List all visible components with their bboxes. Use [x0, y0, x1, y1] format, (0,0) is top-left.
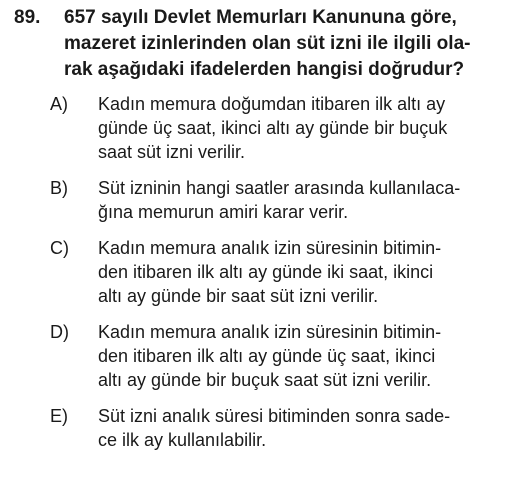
option-text	[98, 320, 441, 392]
option-letter: A)	[50, 94, 68, 114]
option-line: Kadın memura doğumdan itibaren ilk altı ay	[98, 94, 446, 114]
option-line: günde üç saat, ikinci altı ay günde bir buçuk	[98, 118, 448, 138]
option-text	[98, 176, 460, 224]
option-line: den itibaren ilk altı ay günde üç saat, ikinci	[98, 346, 436, 366]
option-line: Kadın memura analık izin süresinin bitimin-	[98, 322, 442, 342]
option-line: Kadın memura analık izin süresinin bitimin-	[98, 238, 442, 258]
option-letter: E)	[50, 406, 68, 426]
option-line: ce ilk ay kullanılabilir.	[98, 430, 267, 450]
option-c[interactable]	[50, 236, 510, 308]
answer-options	[50, 92, 510, 452]
option-line: altı ay günde bir saat süt izni verilir.	[98, 286, 379, 306]
option-letter: B)	[50, 178, 68, 198]
option-letter: D)	[50, 322, 69, 342]
option-line: den itibaren ilk altı ay günde iki saat, ikinci	[98, 262, 434, 282]
option-b[interactable]	[50, 176, 510, 224]
option-letter: C)	[50, 238, 69, 258]
option-text	[98, 92, 447, 164]
option-line: altı ay günde bir buçuk saat süt izni verilir.	[98, 370, 432, 390]
question-stem	[14, 5, 510, 83]
question-line: rak aşağıdaki ifadelerden hangisi doğrudur?	[64, 59, 465, 80]
option-line: saat süt izni verilir.	[98, 142, 246, 162]
option-a[interactable]	[50, 92, 510, 164]
question-block	[14, 5, 510, 464]
question-line: 657 sayılı Devlet Memurları Kanununa göre,	[64, 7, 457, 28]
option-line: Süt izni analık süresi bitiminden sonra sade-	[98, 406, 451, 426]
option-text	[98, 404, 450, 452]
option-d[interactable]	[50, 320, 510, 392]
question-text	[64, 5, 470, 83]
option-line: Süt izninin hangi saatler arasında kullanılaca-	[98, 178, 461, 198]
option-text	[98, 236, 441, 308]
question-line: mazeret izinlerinden olan süt izni ile ilgili ola-	[64, 33, 471, 54]
option-line: ğına memurun amiri karar verir.	[98, 202, 349, 222]
question-number: 89.	[14, 7, 41, 28]
option-e[interactable]	[50, 404, 510, 452]
